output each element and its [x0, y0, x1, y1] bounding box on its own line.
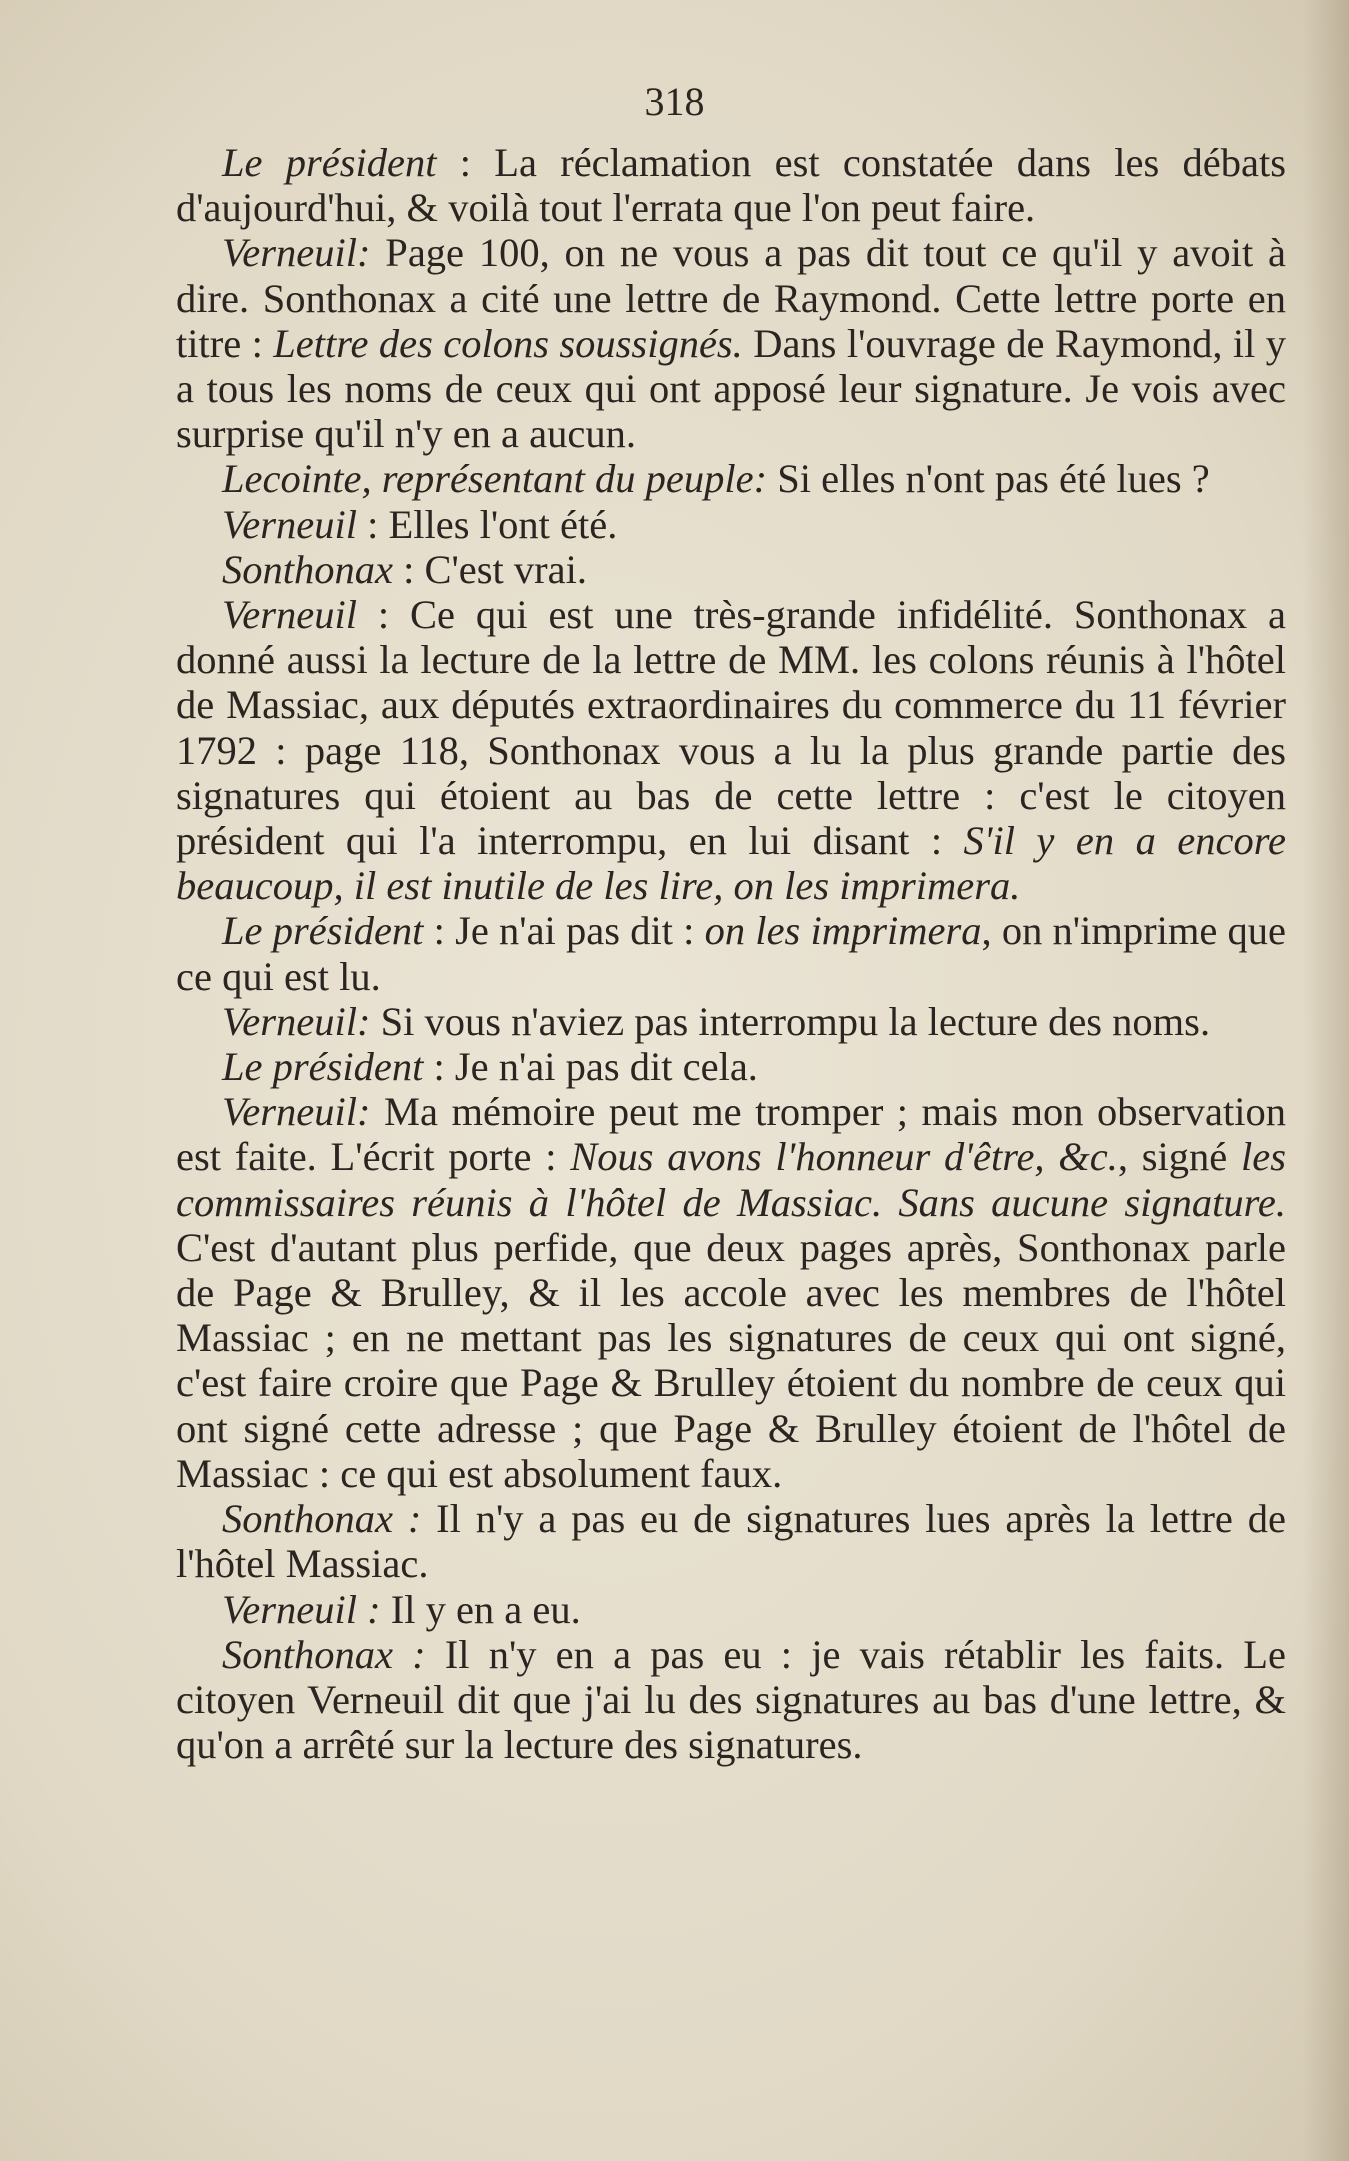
body-text: , signé: [1117, 1134, 1241, 1180]
italic-text: on les imprimera: [704, 908, 982, 954]
body-text: Il n'y a pas eu de signatures lues après la lettre de l'hôtel Massiac.: [176, 1496, 1286, 1587]
body-text: : Je n'ai pas dit :: [423, 908, 705, 954]
speaker-name: Verneuil:: [222, 998, 371, 1044]
page-edge-shadow: [1303, 0, 1349, 2161]
body-text: : C'est vrai.: [392, 546, 588, 592]
speaker-name: Verneuil :: [222, 1586, 381, 1632]
paragraph: [176, 1089, 1286, 1496]
body-text: Ma mémoire peut me tromper ; mais mon observation est faite. L'écrit porte :: [176, 1089, 1286, 1180]
paragraph: [176, 1587, 1286, 1632]
page-number: 318: [644, 79, 705, 124]
paragraph: [176, 230, 1286, 456]
speaker-name: Sonthonax :: [222, 1631, 426, 1677]
paragraph: [176, 1632, 1286, 1768]
speaker-name: Verneuil:: [222, 230, 371, 276]
speaker-name: Le président: [222, 1044, 424, 1090]
speaker-name: Verneuil:: [222, 1089, 371, 1135]
body-text: Dans l'ouvrage de Raymond, il y a tous les noms de ceux qui ont apposé leur signature. Je vois avec surprise qu'il n'y en a aucun.: [176, 320, 1286, 457]
speaker-name: Lecointe, représentant du peuple:: [222, 456, 768, 502]
body-text: Il n'y en a pas eu : je vais rétablir les faits. Le citoyen Verneuil dit que j'ai lu des signatures au bas d'une lettre, & qu'on a arrêté sur la lecture des signatures.: [176, 1631, 1286, 1768]
body-text: C'est d'autant plus perfide, que deux pages après, Sonthonax parle de Page & Brulley, & il les accole avec les membres de l'hôtel Massiac ; en ne mettant pas les signatures de ceux qui ont signé, c'est faire croire que Page & Brulley étoient du nombre de ceux qui ont signé cette adresse ; que Page & Brulley étoient de l'hôtel de Massiac : ce qui est absolument faux.: [176, 1224, 1286, 1496]
speaker-name: Le président: [222, 140, 437, 185]
body-text: : Elles l'ont été.: [356, 501, 618, 547]
italic-text: les commissaires réunis à l'hôtel de Massiac. Sans aucune signature.: [176, 1134, 1286, 1225]
text-body: [176, 140, 1286, 1767]
italic-text: Lettre des colons soussignés.: [273, 320, 743, 366]
italic-text: S'il y en a encore beaucoup, il est inutile de les lire, on les imprimera.: [176, 818, 1286, 909]
body-text: : Je n'ai pas dit cela.: [423, 1044, 758, 1090]
body-text: Page 100, on ne vous a pas dit tout ce qu'il y avoit à dire. Sonthonax a cité une lettre de Raymond. Cette lettre porte en titre :: [176, 230, 1286, 366]
body-text: : Ce qui est une très-grande infidélité. Sonthonax a donné aussi la lecture de la lettre de MM. les colons réunis à l'hôtel de Massiac, aux députés extraordinaires du commerce du 11 février 1792 : page 118, Sonthonax vous a lu la plus grande partie des signatures qui étoient au bas de cette lettre : c'est le citoyen président qui l'a interrompu, en lui disant :: [176, 592, 1286, 864]
paragraph: [176, 592, 1286, 908]
italic-text: Nous avons l'honneur d'être, &c.: [570, 1134, 1118, 1180]
body-text: Il y en a eu.: [380, 1586, 581, 1632]
paragraph: [176, 1496, 1286, 1586]
body-text: Si elles n'ont pas été lues ?: [767, 456, 1210, 502]
paragraph: [176, 502, 1286, 547]
speaker-name: Verneuil: [222, 501, 357, 547]
speaker-name: Le président: [222, 908, 424, 954]
paragraph: [176, 999, 1286, 1044]
speaker-name: Sonthonax: [222, 546, 393, 592]
speaker-name: Sonthonax :: [222, 1496, 422, 1542]
paragraph: [176, 456, 1286, 501]
paragraph: [176, 140, 1286, 230]
body-text: , on n'imprime que ce qui est lu.: [176, 908, 1286, 999]
paragraph: [176, 547, 1286, 592]
paragraph: [176, 1044, 1286, 1089]
body-text: Si vous n'aviez pas interrompu la lecture des noms.: [370, 998, 1211, 1044]
paragraph: [176, 908, 1286, 998]
body-text: : La réclamation est constatée dans les débats d'aujourd'hui, & voilà tout l'errata que l'on peut faire.: [176, 140, 1286, 231]
speaker-name: Verneuil: [222, 592, 357, 638]
